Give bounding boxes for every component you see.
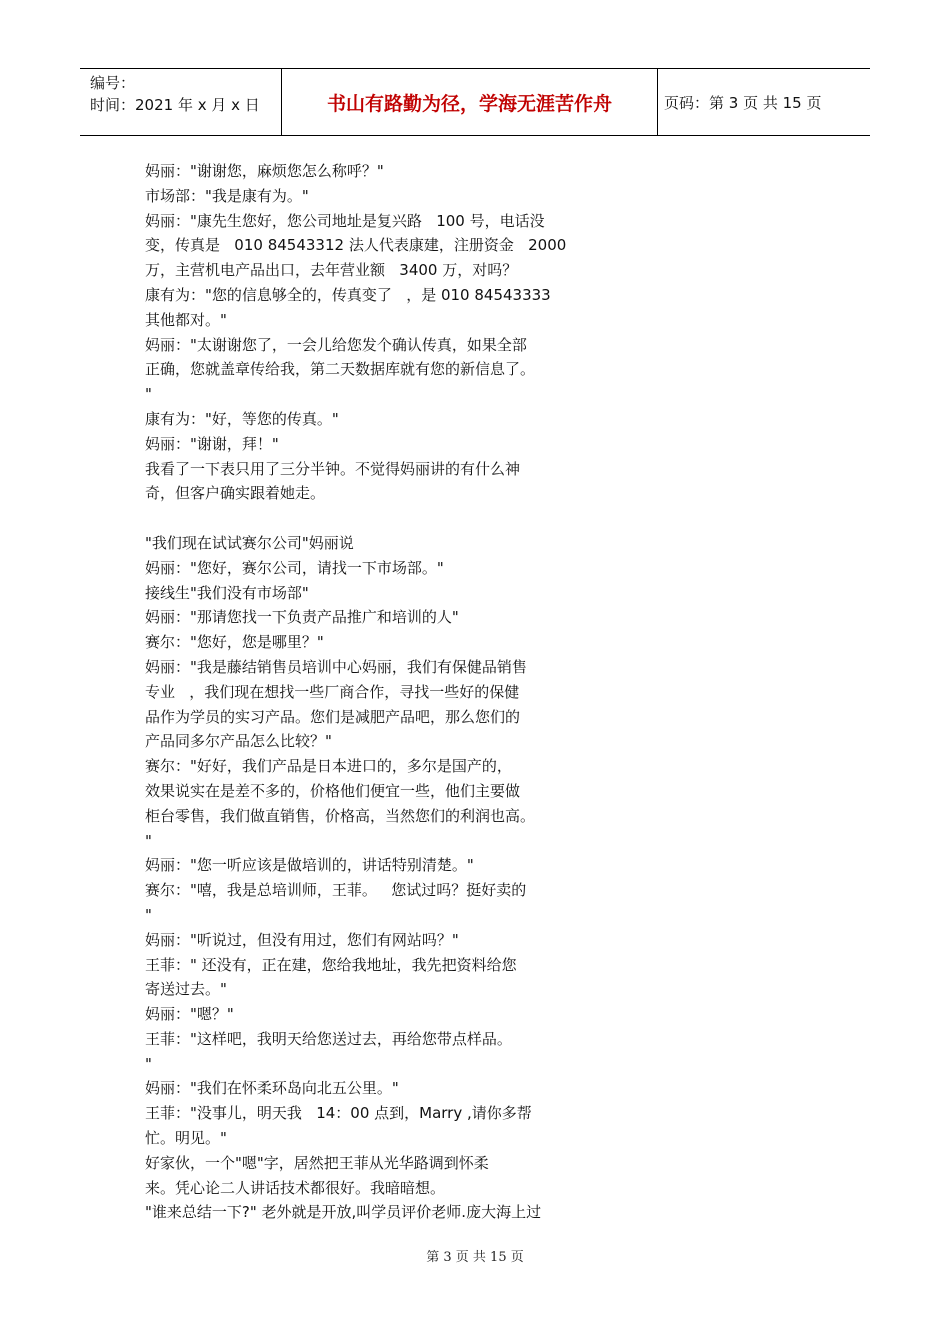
text-line: 王菲："没事儿，明天我 14：00 点到，Marry ,请你多帮 [145, 1104, 532, 1123]
text-line: 柜台零售，我们做直销售，价格高，当然您们的利润也高。 [145, 806, 536, 825]
text-line: 妈丽："嗯？" [145, 1005, 234, 1024]
page-header [80, 68, 870, 136]
text-line: 好家伙，一个"嗯"字，居然把王菲从光华路调到怀柔 [145, 1153, 489, 1172]
text-line: 妈丽："那请您找一下负责产品推广和培训的人" [145, 608, 459, 627]
text-line: 接线生"我们没有市场部" [145, 583, 309, 602]
document-body [145, 159, 635, 1225]
text-line: "谁来总结一下?" 老外就是开放,叫学员评价老师.庞大海上过 [145, 1203, 542, 1222]
text-line: 其他都对。" [145, 310, 227, 329]
text-line: 妈丽："康先生您好，您公司地址是复兴路 100 号，电话没 [145, 211, 545, 230]
text-line: 王菲："这样吧，我明天给您送过去，再给您带点样品。 [145, 1029, 512, 1048]
text-line: 妈丽："谢谢您，麻烦您怎么称呼？" [145, 162, 384, 180]
text-line: 专业 ，我们现在想找一些厂商合作，寻找一些好的保健 [145, 682, 520, 701]
text-line: 赛尔："好好，我们产品是日本进口的，多尔是国产的， [145, 757, 512, 776]
text-line: 正确，您就盖章传给我，第二天数据库就有您的新信息了。 [145, 360, 536, 379]
header-info [80, 69, 281, 135]
text-line: 妈丽："您一听应该是做培训的，讲话特别清楚。" [145, 856, 474, 875]
text-line: 市场部："我是康有为。" [145, 186, 309, 205]
text-line: " [145, 905, 152, 924]
header-motto: 书山有路勤为径，学海无涯苦作舟 [281, 69, 658, 135]
text-line: " [145, 1054, 152, 1073]
text-line: 妈丽："太谢谢您了，一会儿给您发个确认传真，如果全部 [145, 335, 527, 354]
text-line: 来。凭心论二人讲话技术都很好。我暗暗想。 [145, 1178, 446, 1197]
text-line: 康有为："好，等您的传真。" [145, 409, 339, 428]
text-line: 变，传真是 010 84543312 法人代表康建，注册资金 2000 [145, 236, 567, 255]
text-line: " [145, 831, 152, 850]
text-line: 赛尔："嘻，我是总培训师，王菲。 您试过吗？挺好卖的 [145, 881, 527, 900]
document-date: 时间：2021 年 x 月 x 日 [90, 96, 260, 114]
header-page-number: 页码：第 3 页 共 15 页 [664, 93, 822, 112]
text-line: 王菲：" 还没有，正在建，您给我地址，我先把资料给您 [145, 955, 517, 974]
text-line: 奇，但客户确实跟着她走。 [145, 484, 326, 503]
text-line: 妈丽："听说过，但没有用过，您们有网站吗？" [145, 930, 459, 949]
text-line: 妈丽："我们在怀柔环岛向北五公里。" [145, 1079, 399, 1098]
text-line: 效果说实在是差不多的，价格他们便宜一些，他们主要做 [145, 781, 521, 800]
text-line: 我看了一下表只用了三分半钟。不觉得妈丽讲的有什么神 [145, 459, 521, 478]
text-line: 忙。明见。" [145, 1129, 227, 1148]
text-line: 妈丽："您好，赛尔公司，请找一下市场部。" [145, 558, 444, 577]
text-line [145, 506, 635, 531]
text-line: 产品同多尔产品怎么比较？" [145, 732, 332, 751]
text-line: 万，主营机电产品出口，去年营业额 3400 万，对吗？ [145, 261, 518, 280]
document-number: 编号： [90, 74, 136, 92]
text-line: 寄送过去。" [145, 980, 227, 999]
text-line: 品作为学员的实习产品。您们是减肥产品吧，那么您们的 [145, 707, 521, 726]
text-line: "我们现在试试赛尔公司"妈丽说 [145, 533, 354, 552]
text-line: 康有为："您的信息够全的，传真变了 ，是 010 84543333 [145, 285, 551, 304]
text-line: 妈丽："我是藤结销售员培训中心妈丽，我们有保健品销售 [145, 657, 527, 676]
page-footer: 第 3 页 共 15 页 [426, 1250, 524, 1265]
text-line: 妈丽："谢谢，拜！" [145, 434, 279, 453]
text-line: 赛尔："您好，您是哪里？" [145, 633, 324, 652]
text-line: " [145, 385, 152, 404]
